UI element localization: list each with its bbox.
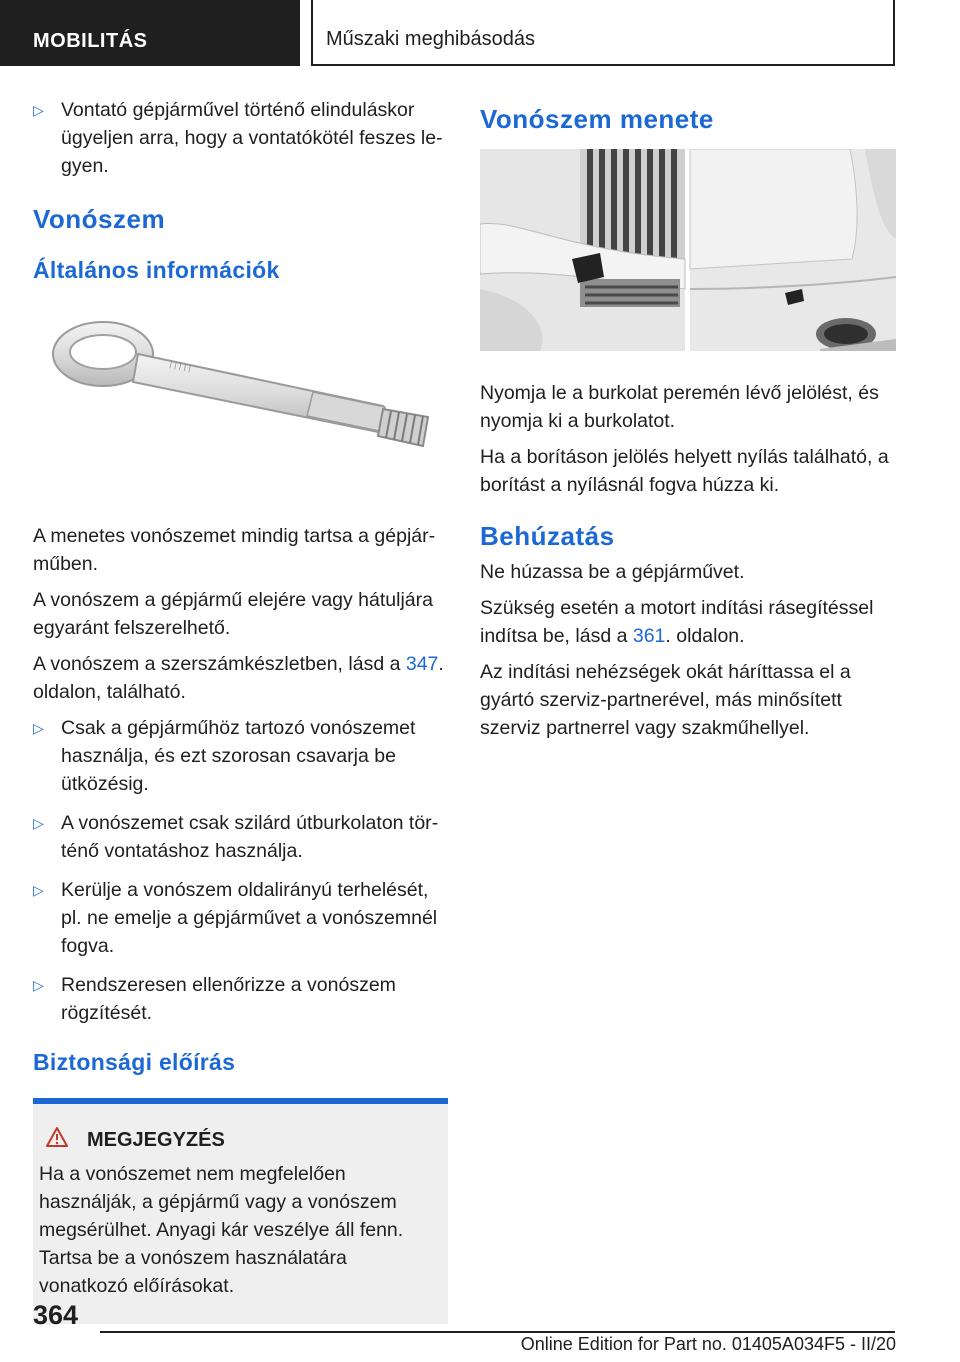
page-number: 364 [33,1300,79,1330]
list-item: ▷ A vonószemet csak szilárd útburkolaton történő vontatáshoz használja. [33,809,448,865]
paragraph: Szükség esetén a motort indítási rásegítéssel indítsa be, lásd a 361. oldalon. [480,597,874,647]
subheading-general-info: Általános információk [33,257,280,283]
paragraph: Nyomja le a burkolat peremén lévő jelölést, és nyomja ki a burkolatot. [480,382,879,432]
triangle-bullet-icon: ▷ [33,720,44,736]
page-header [0,0,960,66]
triangle-bullet-icon: ▷ [33,977,44,993]
right-column [480,96,896,750]
warning-title: MEGJEGYZÉS [39,1126,440,1154]
chapter-title: Műszaki meghibásodás [311,0,895,66]
page-link-347[interactable]: 347 [405,653,439,675]
paragraph: Ne húzassa be a gépjárművet. [480,561,745,583]
heading-vonoszem: Vonószem [33,204,166,234]
heading-towing: Behúzatás [480,521,615,551]
list-item: ▷ Rendszeresen ellenőrizze a vonószem rögzítését. [33,971,448,1027]
warning-box [33,1098,448,1324]
paragraph: Ha a borításon jelölés helyett nyílás található, a borítást a nyílásnál fogva húzza ki. [480,446,889,496]
footer-divider [100,1331,895,1333]
warning-triangle-icon [45,1126,69,1154]
paragraph: Az indítási nehézségek okát háríttassa el a gyártó szerviz-partnerével, más minősített szerviz partnerrel vagy szakműhellyel. [480,661,851,739]
bumper-images [480,149,896,351]
edition-text: Online Edition for Part no. 01405A034F5 - II/20 [520,1334,896,1354]
paragraph: A menetes vonószemet mindig tartsa a gépjárműben. [33,525,436,575]
bullet-list [33,714,448,1027]
warning-text: Ha a vonószemet nem megfelelően használják, a gépjármű vagy a vonószem megsérülhet. Anyagi kár veszélye áll fenn. Tartsa be a vonószem használatára vonatkozó előírásokat. [39,1163,404,1297]
list-item: ▷ Kerülje a vonószem oldalirányú terhelését, pl. ne emelje a gépjárművet a vonószemnél fogva. [33,876,448,960]
svg-text:|||||: ||||| [167,359,194,373]
list-item: ▷ Csak a gépjárműhöz tartozó vonószemet használja, és ezt szorosan csavarja be ütközésig. [33,714,448,798]
triangle-bullet-icon: ▷ [33,102,44,118]
left-column [33,96,448,1324]
subheading-safety: Biztonsági előírás [33,1049,236,1075]
tow-eye-image [33,314,448,504]
front-bumper-image [480,149,896,351]
triangle-bullet-icon: ▷ [33,882,44,898]
section-tab: MOBILITÁS [0,0,300,66]
page-link-361[interactable]: 361 [632,625,666,647]
triangle-bullet-icon: ▷ [33,815,44,831]
list-item: ▷ Vontató gépjárművel történő elinduláskor ügyeljen arra, hogy a vontatókötél feszes legyen. [33,96,448,180]
heading-thread: Vonószem menete [480,104,714,134]
paragraph: A vonószem a szerszámkészletben, lásd a 347. oldalon, található. [33,653,444,703]
paragraph: A vonószem a gépjármű elejére vagy hátuljára egyaránt felszerelhető. [33,589,433,639]
